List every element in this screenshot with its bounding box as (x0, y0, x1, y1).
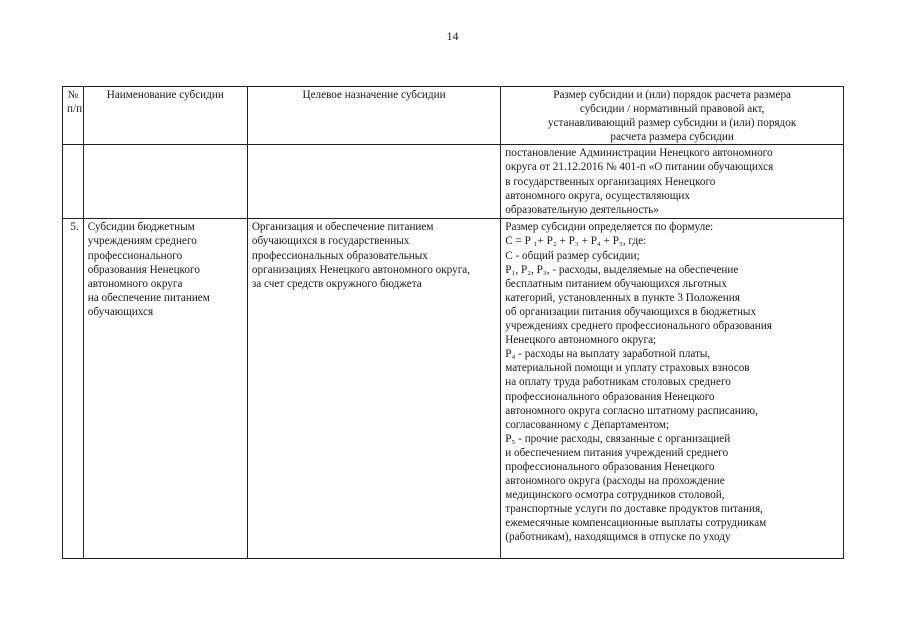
text-line: С = Р ₁+ Р₂ + Р₃ + Р₄ + Р₅, где: (505, 235, 647, 248)
text-line: учреждениях среднего профессионального образования (505, 320, 772, 333)
text-line: обучающихся (87, 305, 154, 318)
text-line: автономного округа (87, 277, 183, 290)
text-line: в государственных организациях Ненецкого (505, 175, 716, 188)
text-line: образования Ненецкого (87, 263, 200, 276)
text-line: профессиональных образовательных (251, 249, 428, 262)
table-header-row (63, 87, 844, 145)
text-line: об организации питания обучающихся в бюджетных (505, 305, 757, 318)
cell-purpose-empty (247, 145, 500, 219)
text-line: на оплату труда работникам столовых среднего (505, 376, 731, 389)
cell-purpose (247, 219, 500, 559)
text-line: ежемесячные компенсационные выплаты сотрудникам (505, 517, 767, 530)
text-line: автономного округа (расходы на прохождение (505, 475, 725, 488)
text-line: Ненецкого автономного округа; (505, 334, 657, 347)
text-line: автономного округа согласно штатному расписанию, (505, 404, 758, 417)
header-name (83, 87, 247, 145)
header-number-line: п/п (67, 103, 83, 116)
text-line: согласованному с Департаментом; (505, 418, 670, 431)
text-line: С - общий размер субсидии; (505, 249, 640, 262)
cell-size-continuation (501, 145, 844, 219)
text-line: автономного округа, осуществляющих (505, 189, 690, 202)
page-number: 14 (446, 29, 459, 43)
header-purpose-line: Целевое назначение субсидии (302, 89, 446, 101)
header-purpose (247, 87, 500, 145)
text-line: организациях Ненецкого автономного округа, (251, 263, 471, 276)
cell-number-empty (63, 145, 84, 219)
text-line: Р₄ - расходы на выплату заработной платы, (505, 348, 711, 361)
header-size-line: устанавливающий размер субсидии и (или) порядок (547, 117, 797, 130)
text-line: и обеспечением питания учреждений среднего (505, 446, 729, 459)
text-line: материальной помощи и уплату страховых взносов (505, 362, 750, 375)
text-line: категорий, установленных в пункте 3 Положения (505, 291, 740, 304)
text-line: обучающихся в государственных (251, 235, 410, 248)
text-line: бесплатным питанием обучающихся льготных (505, 277, 727, 290)
header-number-line: № (67, 89, 79, 101)
cell-name (83, 219, 247, 559)
text-line: учреждениям среднего (87, 235, 197, 248)
text-line: (работникам), находящимся в отпуске по уходу (505, 531, 731, 544)
table-row-continuation (63, 145, 844, 219)
text-line: профессионального образования Ненецкого (505, 390, 715, 403)
text-line: Организация и обеспечение питанием (251, 221, 434, 234)
header-size (501, 87, 844, 145)
text-line: профессионального (87, 249, 183, 262)
text-line: Р₅ - прочие расходы, связанные с организацией (505, 432, 731, 445)
text-line: Субсидии бюджетным (87, 221, 195, 234)
header-name-line: Наименование субсидии (106, 89, 224, 101)
text-line: округа от 21.12.2016 № 401-п «О питании обучающихся (505, 161, 774, 174)
text-line: за счет средств окружного бюджета (251, 277, 422, 290)
text-line: на обеспечение питанием (87, 291, 210, 304)
text-line: постановление Администрации Ненецкого автономного (505, 147, 773, 160)
cell-number: 5. (63, 219, 84, 559)
text-line: транспортные услуги по доставке продуктов питания, (505, 503, 763, 516)
subsidy-table (62, 86, 844, 559)
text-line: медицинского осмотра сотрудников столовой, (505, 489, 725, 502)
header-size-line: субсидии / нормативный правовой акт, (579, 103, 765, 116)
cell-size (501, 219, 844, 559)
table-row-5 (63, 219, 844, 559)
text-line: образовательную деятельность» (505, 203, 659, 216)
text-line: Размер субсидии определяется по формуле: (505, 221, 714, 234)
text-line: Р₁, Р₂, Р₃, - расходы, выделяемые на обеспечение (505, 263, 739, 276)
header-size-line: расчета размера субсидии (610, 131, 734, 144)
cell-name-empty (83, 145, 247, 219)
header-size-line: Размер субсидии и (или) порядок расчета размера (553, 89, 792, 101)
text-line: профессионального образования Ненецкого (505, 460, 715, 473)
header-number (63, 87, 84, 145)
